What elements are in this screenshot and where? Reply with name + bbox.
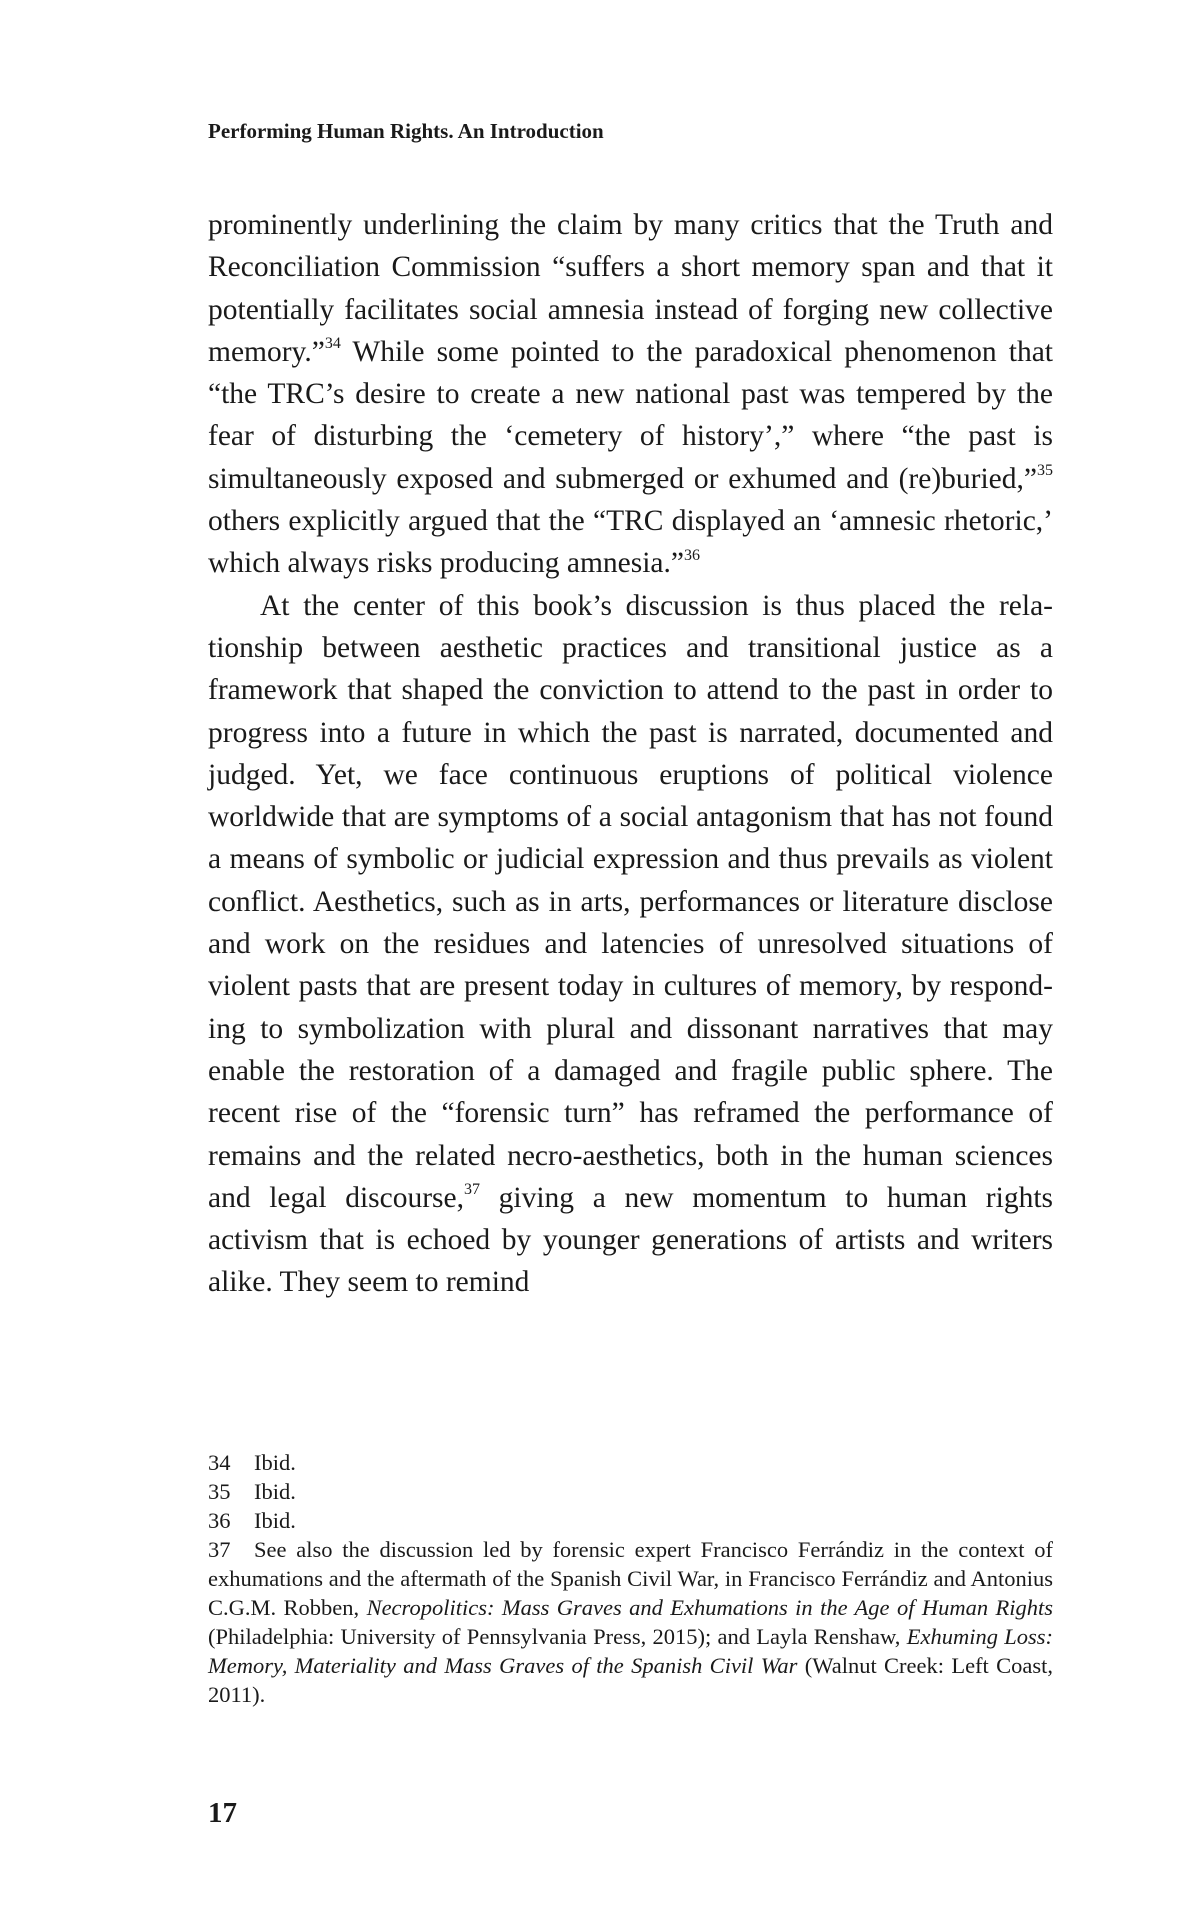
text-run: At the center of this book’s discussion is thus placed the relationship between aesthetic practices and transitional justice as a framework that shaped the conviction to attend to the past in order to progress into a future in which the past is narrated, documented and judged. Yet, we face continuous eruptions of political violence worldwide that are symptoms of a social antagonism that has not found a means of symbolic or judicial expression and thus prevails as violent conflict. Aesthetics, such as in arts, performances or literature disclose and work on the residues and latencies of unresolved situations of violent pasts that are present today in cultures of memory, by responding to symbolization with plural and dissonant narratives that may enable the restoration of a damaged and fragile public sphere. The recent rise of the “forensic turn” has reframed the performance of remains and the related necro-aesthetics, both in the human sciences and legal discourse, (208, 589, 1053, 1214)
text-run: Ibid. (254, 1450, 296, 1475)
footnote-reference[interactable]: 37 (464, 1181, 481, 1198)
text-run: Ibid. (254, 1508, 296, 1533)
text-run: (Philadelphia: University of Pennsylvania Press, 2015); and Layla Renshaw, (208, 1624, 907, 1649)
body-text (208, 204, 1053, 1304)
paragraph (208, 204, 1053, 585)
italic-title: Exhuming Loss: Memory, Materiality and Mass Graves of the Spanish Civil War (208, 1624, 1054, 1678)
footnote-number: 36 (208, 1508, 231, 1533)
paragraph (208, 585, 1053, 1304)
footnote-number: 35 (208, 1479, 231, 1504)
italic-title: Necropolitics: Mass Graves and Exhumations in the Age of Human Rights (366, 1595, 1053, 1620)
text-run: While some pointed to the paradoxical phenomenon that “the TRC’s desire to create a new national past was tempered by the fear of disturbing the ‘cemetery of history’,” where “the past is simultaneously exposed and submerged or exhumed and (re)buried,” (208, 335, 1053, 495)
footnote (208, 1448, 1053, 1477)
footnote-reference[interactable]: 36 (683, 546, 700, 564)
page-number: 17 (208, 1797, 237, 1829)
footnote-number: 34 (208, 1450, 231, 1475)
text-run: prominently underlining the claim by many critics that the Truth and Reconciliation Commission “suffers a short memory span and that it potentially facilitates social amnesia instead of forging new collective memory.” (208, 209, 1053, 368)
running-head: Performing Human Rights. An Introduction (208, 119, 604, 143)
text-run: giving a new momentum to human rights activism that is echoed by younger generations of artists and writers alike. They seem to remind (208, 1181, 1053, 1299)
text-run: (Walnut Creek: Left Coast, 2011). (208, 1653, 1054, 1707)
footnote-number: 37 (208, 1537, 231, 1562)
footnotes (208, 1448, 1053, 1709)
footnote-reference[interactable]: 35 (1037, 461, 1053, 479)
footnote (208, 1535, 1053, 1709)
text-run: Ibid. (254, 1479, 296, 1504)
footnote (208, 1477, 1053, 1506)
text-run: See also the discussion led by forensic expert Francisco Ferrándiz in the context of exhumations and the aftermath of the Spanish Civil War, in Francisco Ferrándiz and Antonius C.G.M. Robben, (208, 1537, 1053, 1620)
footnote (208, 1506, 1053, 1535)
footnote-reference[interactable]: 34 (324, 335, 341, 353)
text-run: others explicitly argued that the “TRC displayed an ‘amnesic rhetoric,’ which always risks producing amnesia.” (208, 505, 1053, 580)
